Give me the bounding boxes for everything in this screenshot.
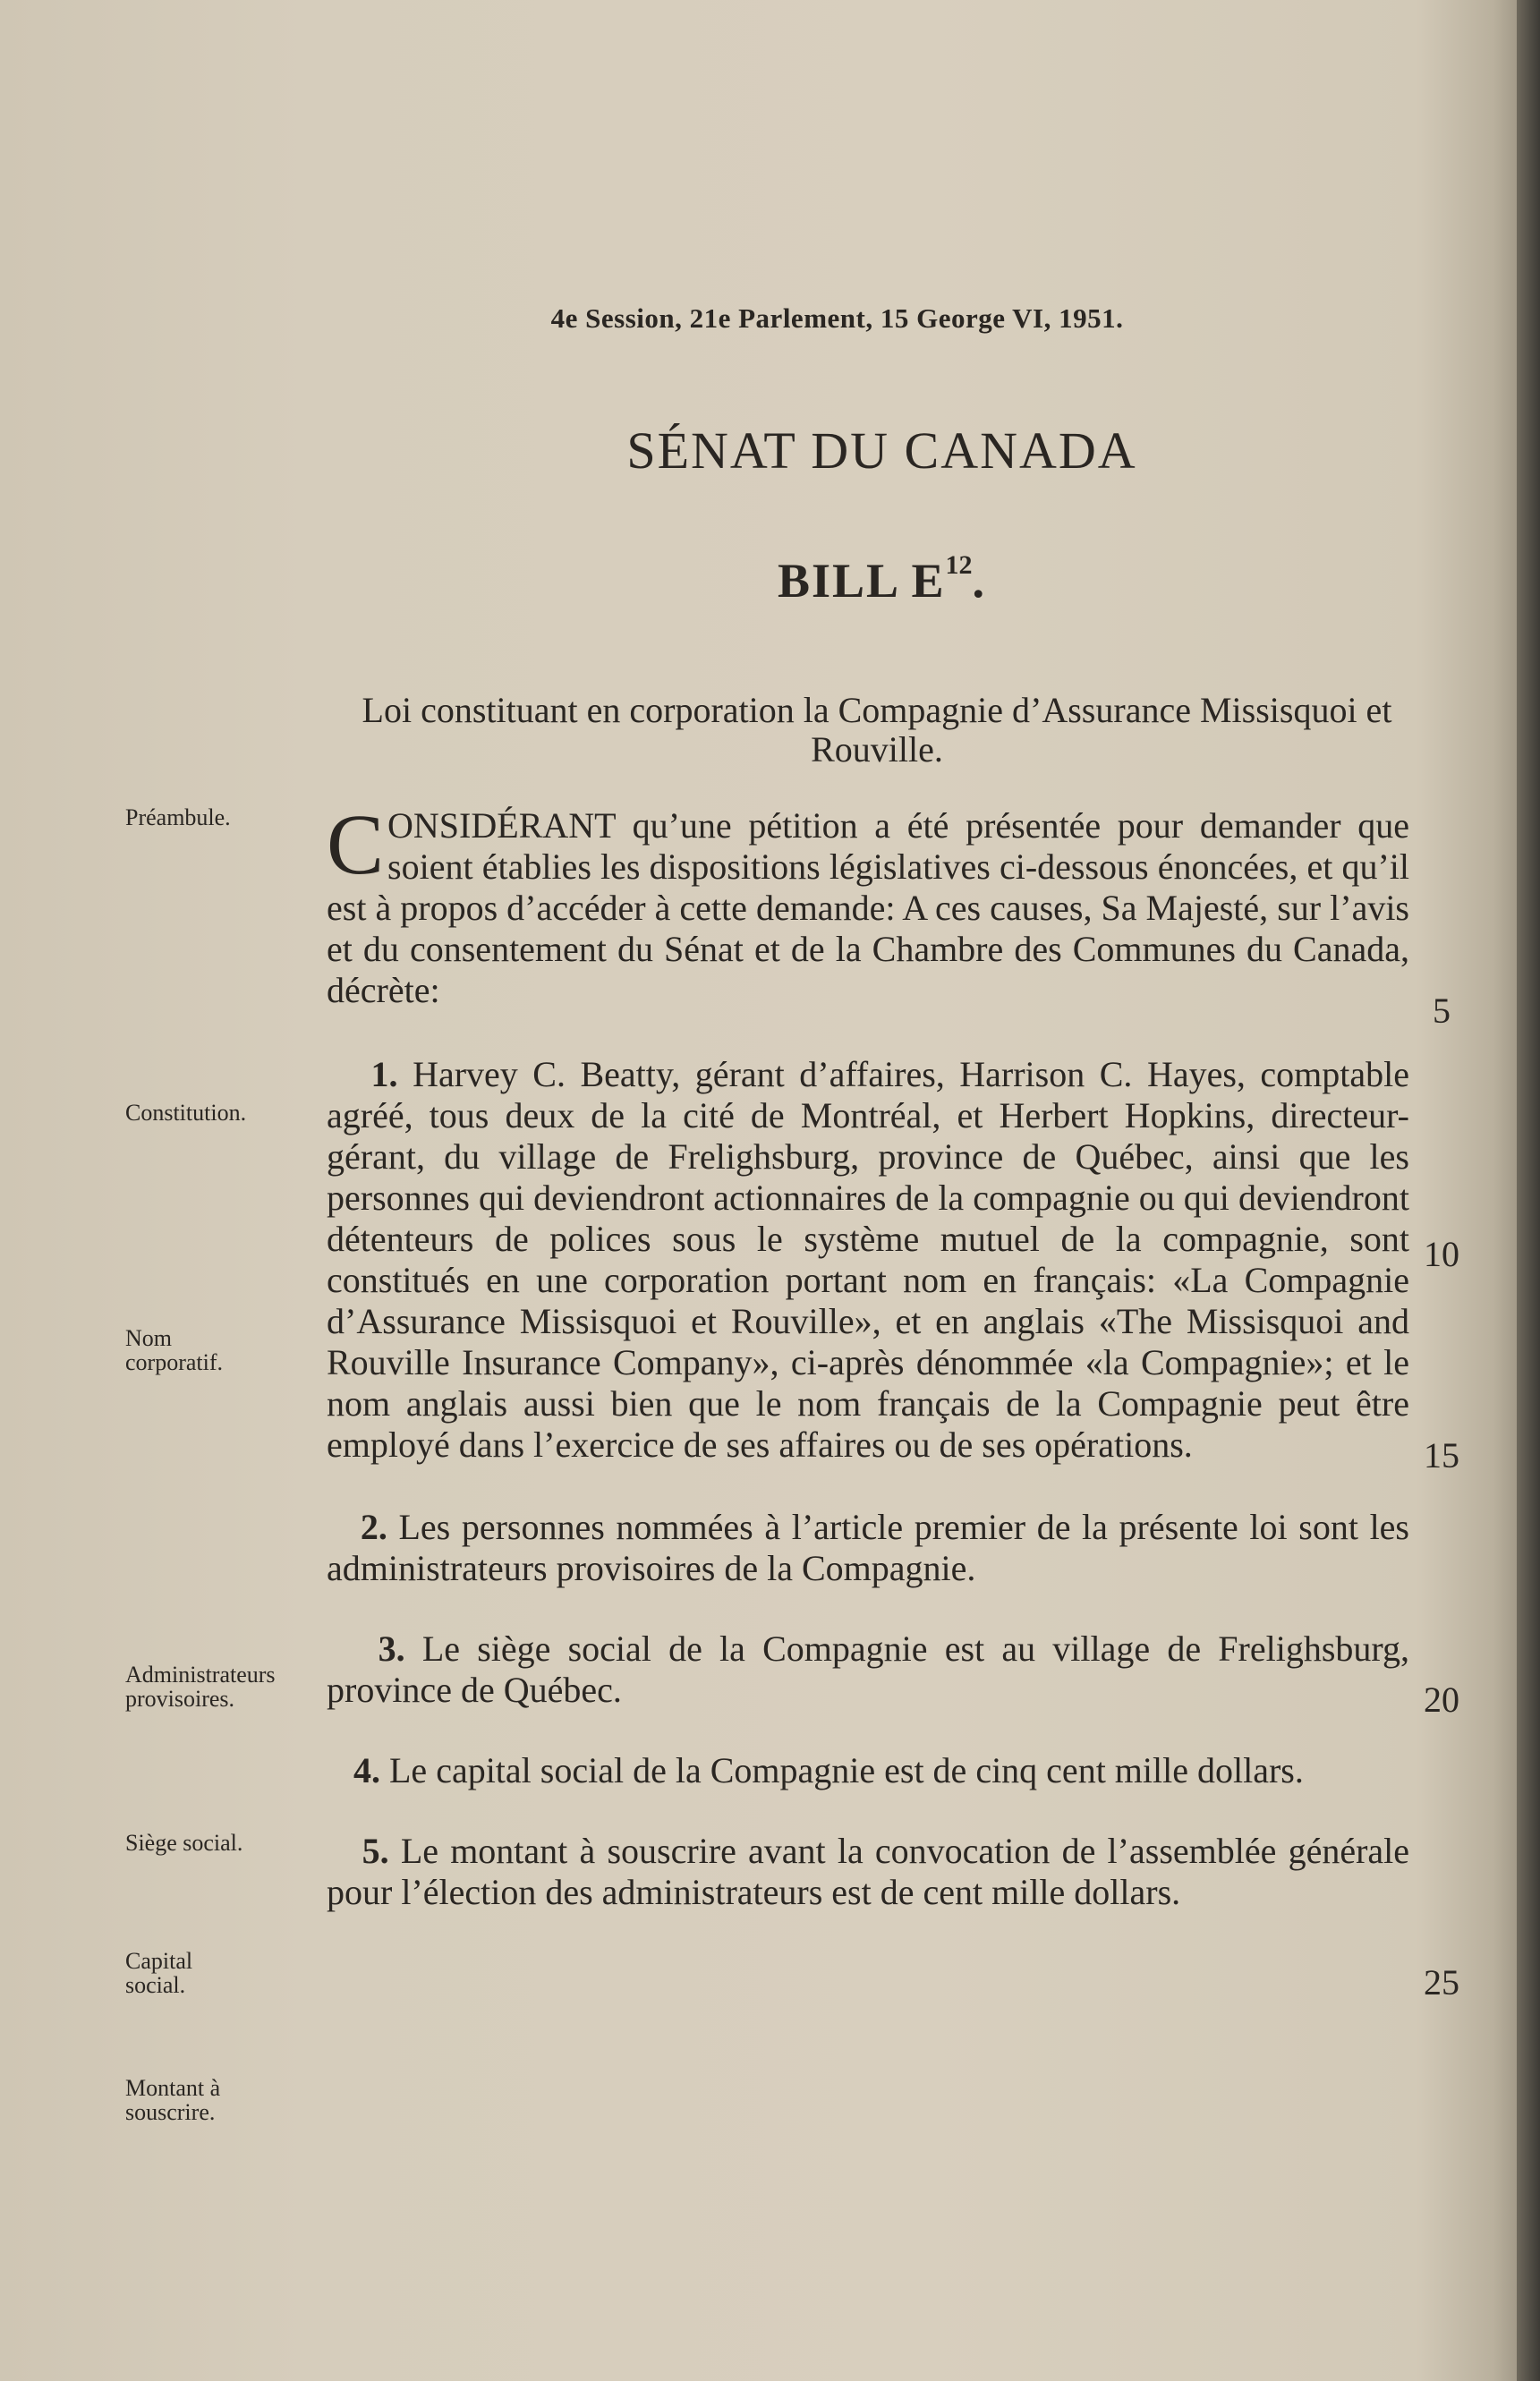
section-number: 3. [378,1628,405,1669]
section-text: Le siège social de la Compagnie est au village de Frelighsburg, province de Québec. [327,1628,1410,1710]
session-header: 4e Session, 21e Parlement, 15 George VI, 1951. [550,302,1124,334]
section-3 [327,1628,1409,1711]
section-text: Harvey C. Beatty, gérant d’affaires, Harrison C. Hayes, comptable agréé, tous deux de la cité de Montréal, et Herbert Hopkins, directeur-gérant, du village de Frelighsburg, province de Québec, ainsi que les personnes qui deviendront actionnaires de la compagnie ou qui deviendront détenteurs de polices sous le système mutuel de la compagnie, sont constitués en une corporation portant nom en français: «La Compagnie d’Assurance Missisquoi et Rouville», et en anglais «The Missisquoi and Rouville Insurance Company», ci-après dénommée «la Compagnie»; et le nom anglais aussi bien que le nom français de la Compagnie peut être employé dans l’exercice de ses affaires ou de ses opérations. [327,1054,1410,1465]
bill-body [327,796,1410,1913]
bill-long-title: Loi constituant en corporation la Compagnie d’Assurance Missisquoi et Rouville. [362,690,1392,770]
preamble-dropcap: C [327,796,385,892]
margin-note-nom: Nom corporatif. [125,1325,224,1375]
section-2 [327,1507,1409,1589]
line-number: 15 [1424,1435,1459,1475]
preamble-paragraph [327,796,1409,1011]
section-number: 2. [360,1507,387,1547]
margin-note-constitution: Constitution. [125,1100,247,1126]
preamble-text: ONSIDÉRANT qu’une pétition a été présentée pour demander que soient établies les dispositions législatives ci-dessous énoncées, et qu’il est à propos d’accéder à cette demande: A ces causes, Sa Majesté, sur l’avis et du consentement du Sénat et de la Chambre des Communes du Canada, décrète: [327,805,1409,1010]
bill-prefix: BILL E [777,554,946,608]
line-number: 10 [1424,1234,1459,1274]
margin-note-siege: Siège social. [125,1830,243,1856]
section-1 [327,1054,1409,1466]
bill-superscript: 12 [945,550,973,580]
senate-title: SÉNAT DU CANADA [626,421,1137,480]
bill-suffix: . [972,554,987,608]
line-number: 25 [1424,1962,1459,2003]
line-number: 20 [1424,1679,1459,1720]
section-5 [327,1831,1409,1913]
margin-note-preambule: Préambule. [125,804,231,830]
line-number: 5 [1433,991,1451,1031]
section-text: Les personnes nommées à l’article premier de la présente loi sont les administrateurs provisoires de la Compagnie. [327,1507,1410,1588]
section-text: Le capital social de la Compagnie est de cinq cent mille dollars. [389,1750,1304,1790]
section-number: 1. [370,1054,398,1094]
margin-note-capital: Capital social. [125,1948,193,1998]
section-number: 4. [353,1750,380,1790]
section-text: Le montant à souscrire avant la convocation de l’assemblée générale pour l’élection des administrateurs est de cent mille dollars. [327,1831,1410,1912]
margin-note-montant: Montant à souscrire. [125,2075,221,2125]
margin-note-administrateurs: Administrateurs provisoires. [125,1662,276,1712]
section-number: 5. [362,1831,389,1871]
bill-title [0,550,1540,608]
section-4 [327,1750,1409,1791]
